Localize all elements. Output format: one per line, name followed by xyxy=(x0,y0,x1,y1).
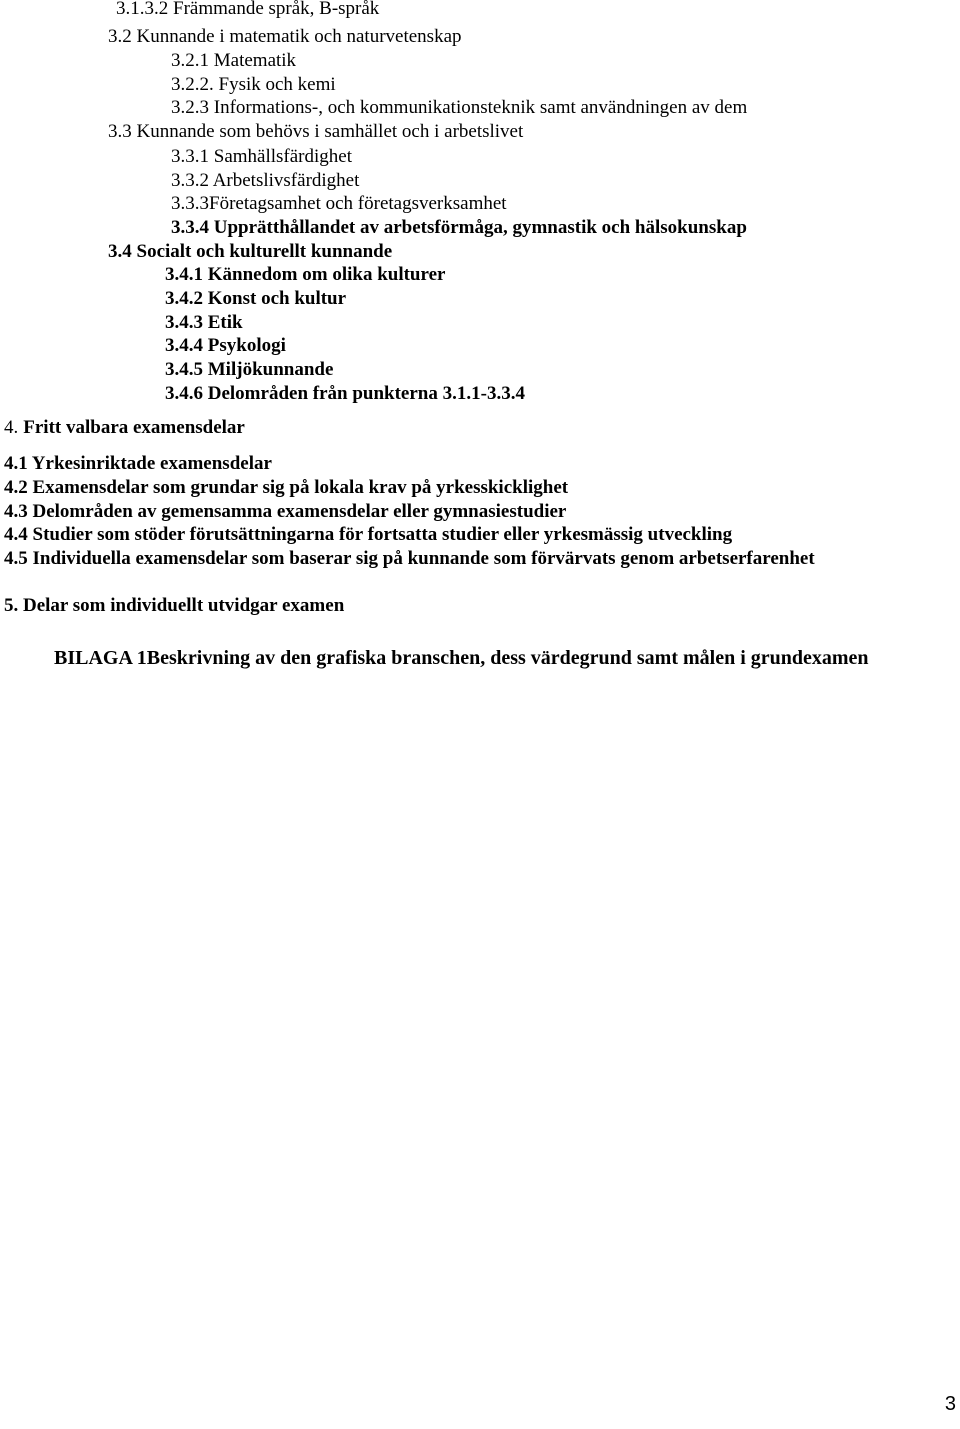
toc-entry-3-3-3[interactable]: 3.3.3Företagsamhet och företagsverksamhet xyxy=(171,193,507,214)
toc-entry-4-1[interactable]: 4.1 Yrkesinriktade examensdelar xyxy=(4,453,272,474)
toc-entry-4-3[interactable]: 4.3 Delområden av gemensamma examensdelar eller gymnasiestudier xyxy=(4,501,567,522)
toc-entry-4-2[interactable]: 4.2 Examensdelar som grundar sig på lokala krav på yrkesskicklighet xyxy=(4,477,569,498)
toc-entry-3-2-1[interactable]: 3.2.1 Matematik xyxy=(171,50,297,71)
toc-entry-4-4[interactable]: 4.4 Studier som stöder förutsättningarna för fortsatta studier eller yrkesmässig utveckling xyxy=(4,524,733,545)
toc-entry-4[interactable]: 4. Fritt valbara examensdelar xyxy=(4,417,245,438)
toc-entry-bilaga-1[interactable]: BILAGA 1Beskrivning av den grafiska branschen, dess värdegrund samt målen i grundexamen xyxy=(54,647,869,669)
toc-entry-5[interactable]: 5. Delar som individuellt utvidgar examen xyxy=(4,595,345,616)
toc-entry-3-2-2[interactable]: 3.2.2. Fysik och kemi xyxy=(171,74,336,95)
toc-entry-3-4-6[interactable]: 3.4.6 Delområden från punkterna 3.1.1-3.3.4 xyxy=(165,383,525,404)
toc-entry-3-4-4[interactable]: 3.4.4 Psykologi xyxy=(165,335,286,356)
toc-entry-3-2-3[interactable]: 3.2.3 Informations-, och kommunikationsteknik samt användningen av dem xyxy=(171,97,748,118)
toc-entry-3-4-3[interactable]: 3.4.3 Etik xyxy=(165,312,243,333)
toc-entry-3-3[interactable]: 3.3 Kunnande som behövs i samhället och i arbetslivet xyxy=(108,121,524,142)
toc-entry-3-2[interactable]: 3.2 Kunnande i matematik och naturvetenskap xyxy=(108,26,462,47)
toc-entry-3-3-4[interactable]: 3.3.4 Upprätthållandet av arbetsförmåga, gymnastik och hälsokunskap xyxy=(171,217,747,238)
toc-entry-3-4-5[interactable]: 3.4.5 Miljökunnande xyxy=(165,359,334,380)
page-number: 3 xyxy=(944,1393,956,1415)
toc-entry-3-4[interactable]: 3.4 Socialt och kulturellt kunnande xyxy=(108,241,393,262)
toc-entry-4-5[interactable]: 4.5 Individuella examensdelar som baserar sig på kunnande som förvärvats genom arbetserfarenhet xyxy=(4,548,815,569)
toc-entry-3-4-1[interactable]: 3.4.1 Kännedom om olika kulturer xyxy=(165,264,446,285)
toc-entry-3-1-3-2[interactable]: 3.1.3.2 Främmande språk, B-språk xyxy=(116,0,380,19)
toc-entry-3-4-2[interactable]: 3.4.2 Konst och kultur xyxy=(165,288,347,309)
toc-entry-3-3-1[interactable]: 3.3.1 Samhällsfärdighet xyxy=(171,146,352,167)
toc-entry-3-3-2[interactable]: 3.3.2 Arbetslivsfärdighet xyxy=(171,170,360,191)
